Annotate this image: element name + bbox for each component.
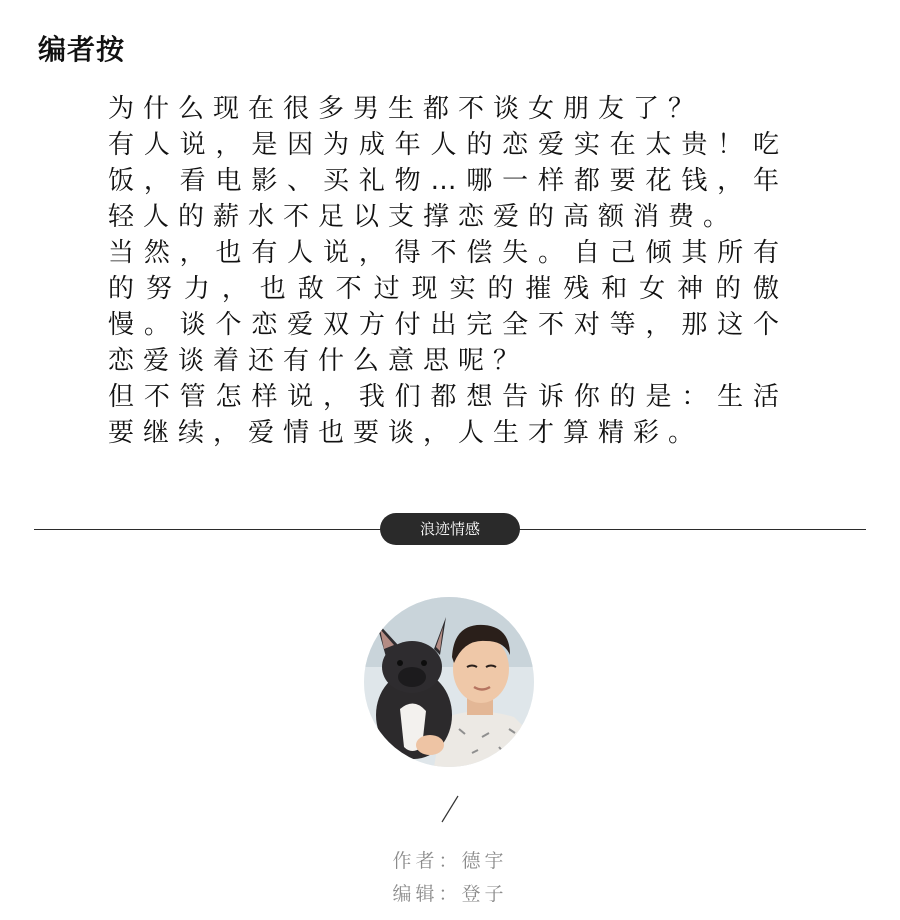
avatar-photo-icon [364, 597, 534, 767]
section-divider [34, 513, 866, 545]
author-credit: 作者：德宇 [392, 850, 508, 872]
column-label-badge: 浪迹情感 [380, 513, 520, 545]
paragraph-1: 为什么现在很多男生都不谈女朋友了？ [108, 94, 704, 124]
author-avatar [364, 597, 534, 767]
paragraph-3: 当然，也有人说，得不偿失。自己倾其所有的努力，也敌不过现实的摧残和女神的傲慢。谈个恋爱双方付出完全不对等，那这个恋爱谈着还有什么意思呢？ [108, 238, 788, 376]
paragraph-4: 但不管怎样说，我们都想告诉你的是：生活要继续，爱情也要谈，人生才算精彩。 [108, 382, 788, 448]
page-title: 编者按 [38, 33, 126, 66]
slash-separator-icon [438, 793, 462, 825]
editor-credit: 编辑：登子 [392, 883, 508, 905]
editor-note-body [108, 91, 788, 451]
paragraph-2: 有人说，是因为成年人的恋爱实在太贵！吃饭，看电影、买礼物…哪一样都要花钱，年轻人的薪水不足以支撑恋爱的高额消费。 [108, 130, 788, 232]
